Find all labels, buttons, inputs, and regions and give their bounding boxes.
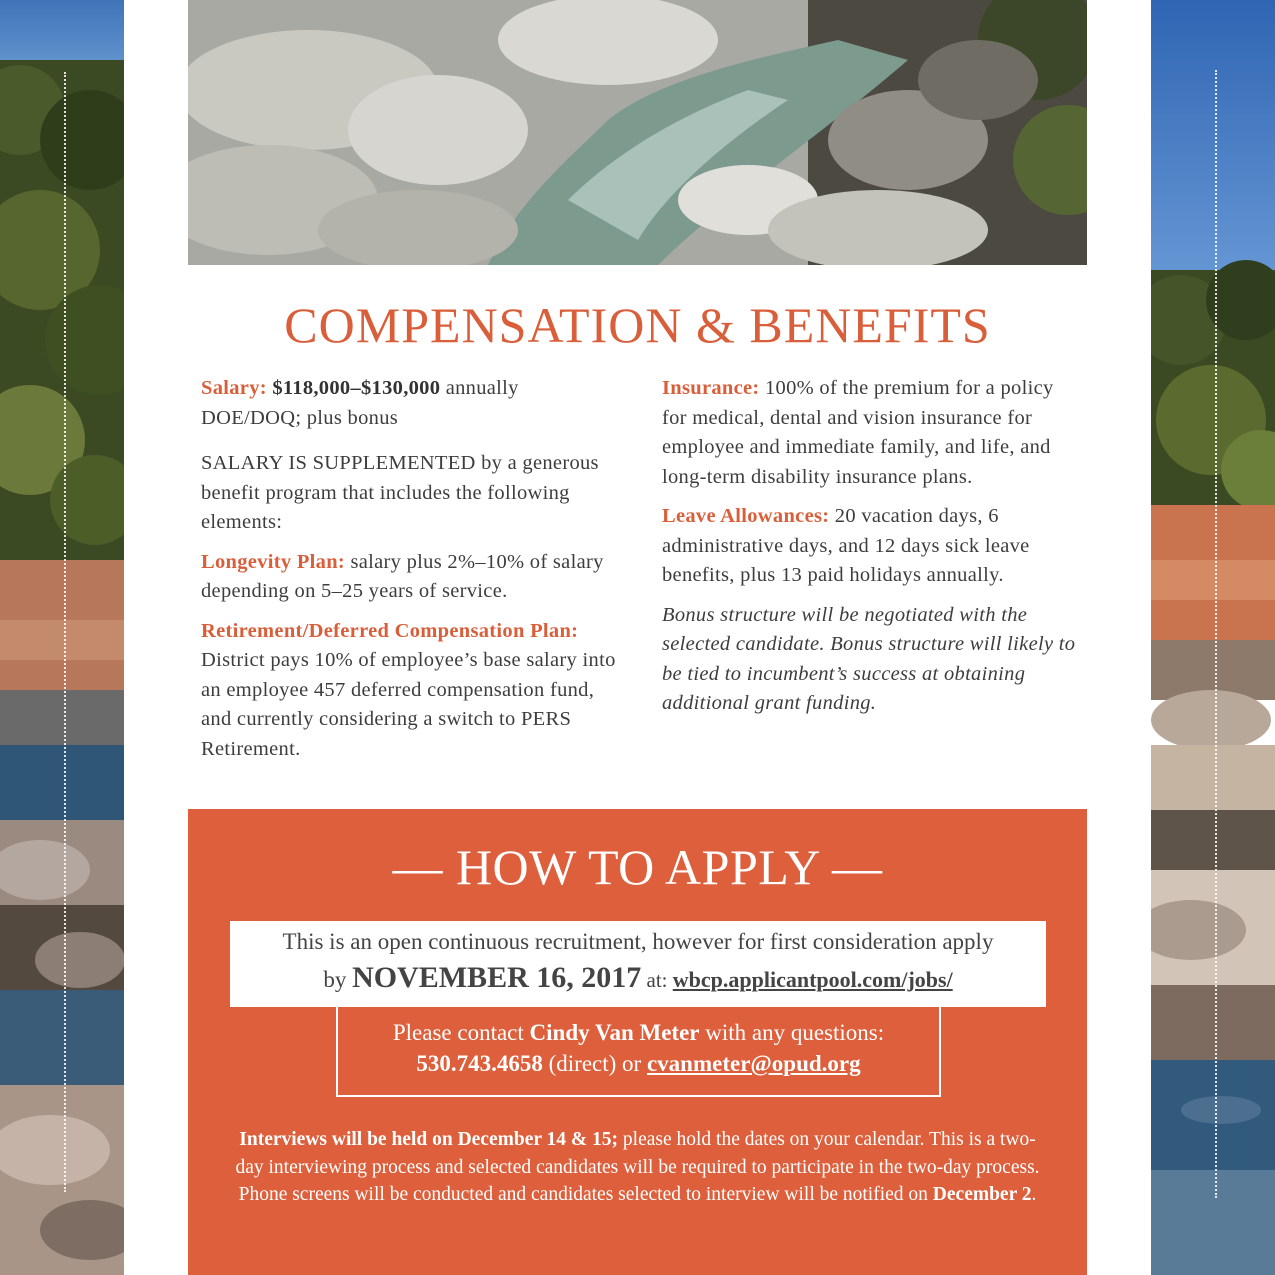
section-title: COMPENSATION & BENEFITS [284, 297, 991, 353]
supplement-text: by a generous benefit program that includes the following elements: [201, 452, 599, 533]
right-dotted-line [1215, 70, 1217, 1198]
insurance-paragraph [662, 374, 1082, 492]
retirement-text: District pays 10% of employee’s base salary into an employee 457 deferred compensation fund, and currently considering a switch to PERS Retirement. [201, 649, 616, 760]
deadline-at: at: [641, 968, 673, 992]
interviews-notify-date: December 2 [932, 1184, 1032, 1205]
deadline-by: by [323, 967, 353, 992]
deadline-line [230, 961, 1046, 995]
retirement-paragraph [201, 617, 621, 765]
how-to-apply-title: — HOW TO APPLY — [392, 839, 883, 895]
interviews-end: . [1031, 1184, 1037, 1205]
interviews-bold: Interviews will be held on December 14 & 15; [239, 1129, 619, 1150]
contact-suffix: with any questions: [699, 1020, 885, 1045]
leave-text: 20 vacation days, 6 administrative days, and 12 days sick leave benefits, plus 13 paid holidays annually. [662, 505, 1030, 586]
longevity-label: Longevity Plan: [201, 550, 346, 573]
benefits-left-column [201, 374, 621, 774]
supplement-caps: SALARY IS SUPPLEMENTED [201, 452, 476, 474]
longevity-paragraph [201, 548, 621, 607]
contact-name: Cindy Van Meter [529, 1020, 700, 1045]
salary-amount: $118,000–$130,000 [272, 377, 441, 399]
application-link[interactable]: wbcp.applicantpool.com/jobs/ [672, 967, 953, 992]
recruitment-text: This is an open continuous recruitment, however for first consideration apply [282, 929, 994, 954]
insurance-text: 100% of the premium for a policy for medical, dental and vision insurance for employee and immediate family, and life, and long-term disability insurance plans. [662, 377, 1054, 488]
right-photo-strip [1151, 0, 1275, 1275]
contact-box [336, 1005, 941, 1097]
leave-label: Leave Allowances: [662, 505, 830, 527]
supplement-paragraph [201, 449, 621, 538]
interviews-paragraph [232, 1126, 1043, 1209]
river-image [188, 0, 1087, 265]
salary-text: annually DOE/DOQ; plus bonus [201, 377, 519, 429]
contact-line2 [338, 1048, 939, 1079]
retirement-label: Retirement/Deferred Compensation Plan: [201, 619, 579, 642]
contact-line1 [338, 1017, 939, 1048]
interviews-text: please hold the dates on your calendar. This is a two-day interviewing process and selected candidates will be required to participate in the two-day process. Phone screens will be conducted and candidates selected to interview will be notified on [235, 1129, 1040, 1205]
contact-phone: 530.743.4658 [416, 1051, 543, 1076]
deadline-date: NOVEMBER 16, 2017 [352, 961, 642, 994]
right-landscape-image [1151, 0, 1275, 1275]
deadline-box [230, 921, 1046, 1007]
contact-prefix: Please contact [392, 1020, 530, 1045]
contact-email-link[interactable]: cvanmeter@opud.org [646, 1051, 861, 1076]
river-photo [188, 0, 1087, 265]
left-dotted-line [64, 72, 66, 1192]
bonus-note: Bonus structure will be negotiated with the selected candidate. Bonus structure will likely to be tied to incumbent’s success at obtaining additional grant funding. [662, 603, 1076, 714]
insurance-label: Insurance: [662, 377, 760, 399]
left-photo-strip [0, 0, 124, 1275]
benefits-right-column [662, 374, 1082, 729]
longevity-text: salary plus 2%–10% of salary depending on 5–25 years of service. [201, 550, 604, 602]
left-landscape-image [0, 0, 124, 1275]
salary-label: Salary: [201, 377, 267, 399]
leave-paragraph [662, 502, 1082, 591]
salary-paragraph [201, 374, 621, 433]
contact-phone-note: (direct) or [542, 1051, 647, 1076]
